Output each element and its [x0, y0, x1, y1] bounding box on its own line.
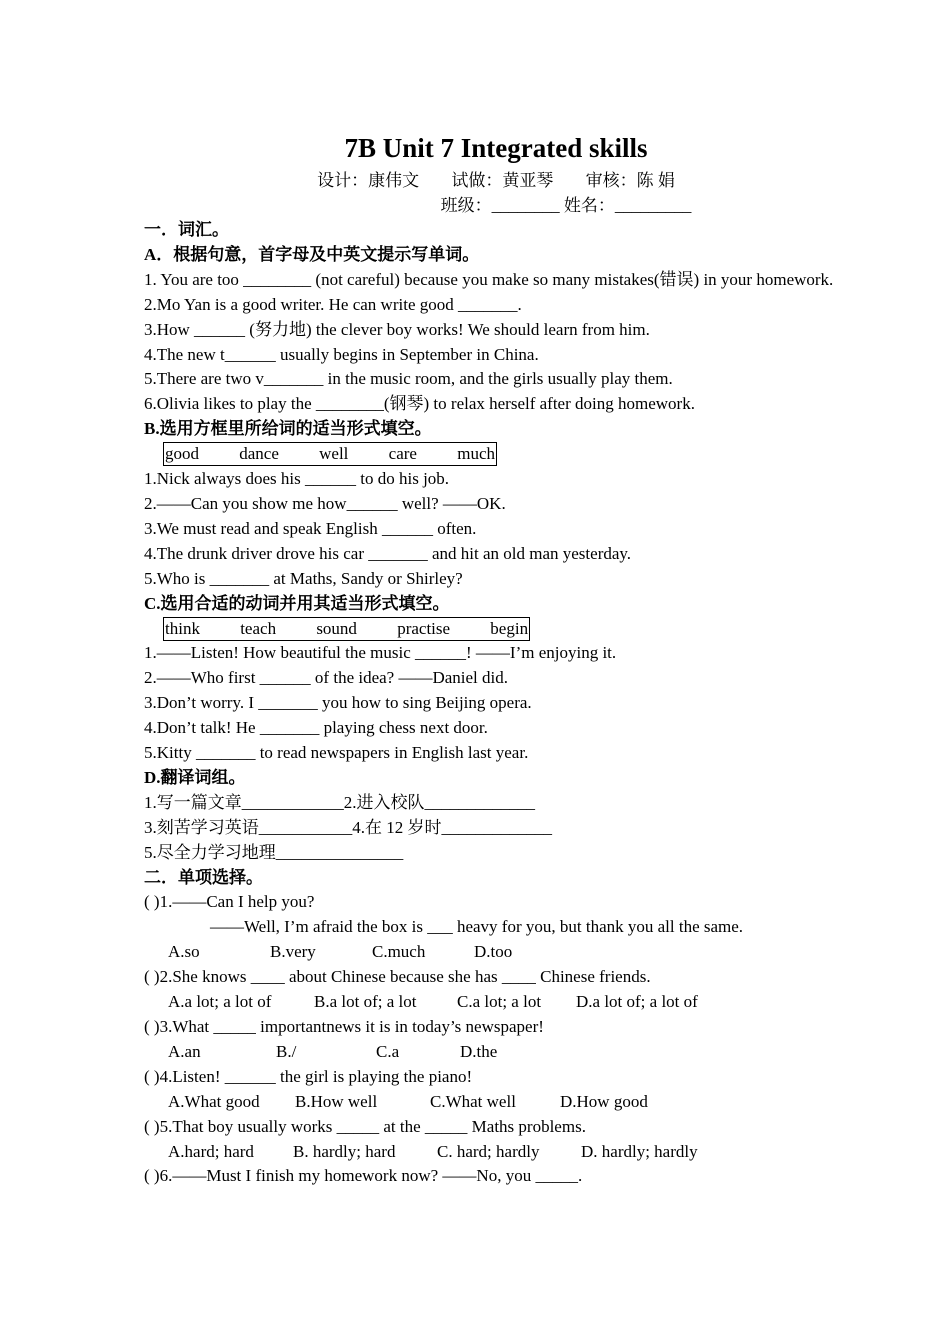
part-a-item: 5.There are two v_______ in the music room, and the girls usually play them.: [144, 369, 673, 389]
part-c-item: 2.——Who first ______ of the idea? ——Daniel did.: [144, 668, 509, 688]
part-b-item: 5.Who is _______ at Maths, Sandy or Shirley?: [144, 568, 463, 588]
option: B.How well: [295, 1091, 378, 1111]
part-d-heading: D.翻译词组。: [144, 767, 246, 787]
credit-design: 设计：康伟文: [317, 171, 420, 190]
part-c-heading: C.选用合适的动词并用其适当形式填空。: [144, 593, 450, 613]
word-box-item: care: [388, 444, 417, 464]
part-c-item: 1.——Listen! How beautiful the music ______! ——I’m enjoying it.: [144, 643, 617, 663]
question-options: [144, 1140, 848, 1165]
part-b-item: 1.Nick always does his ______ to do his job.: [144, 469, 450, 489]
part-d-item: 5.尽全力学习地理_______________: [144, 842, 404, 862]
credit-review: 审核：陈 娟: [585, 171, 675, 190]
option: B.very: [270, 942, 316, 962]
question-options: [144, 1040, 848, 1065]
word-box-item: sound: [316, 618, 357, 638]
option: B./: [276, 1041, 297, 1061]
part-a-heading: A．根据句意，首字母及中英文提示写单词。: [144, 244, 480, 264]
option: A.so: [168, 942, 200, 962]
part-b-heading: B.选用方框里所给词的适当形式填空。: [144, 419, 432, 439]
word-box-item: well: [319, 444, 349, 464]
word-box-item: think: [165, 618, 200, 638]
word-box-item: practise: [397, 618, 451, 638]
question-stem: ( )6.——Must I finish my homework now? ——No, you _____.: [144, 1166, 583, 1186]
part-b-item: 3.We must read and speak English ______ often.: [144, 518, 477, 538]
question-options: [144, 940, 848, 965]
section-multiple-choice-heading: 二．单项选择。: [144, 867, 263, 887]
part-b-item: 4.The drunk driver drove his car _______ and hit an old man yesterday.: [144, 543, 632, 563]
part-a-item: 2.Mo Yan is a good writer. He can write good _______.: [144, 294, 522, 314]
question-stem: ( )4.Listen! ______ the girl is playing the piano!: [144, 1066, 473, 1086]
part-a-item: 3.How ______ (努力地) the clever boy works! We should learn from him.: [144, 319, 650, 339]
worksheet-page: [144, 128, 848, 1189]
option: D.How good: [560, 1091, 648, 1111]
option: A.a lot; a lot of: [168, 992, 272, 1012]
question-options: [144, 990, 848, 1015]
part-c-word-box-row: [144, 617, 848, 642]
option: D.the: [460, 1041, 498, 1061]
class-name-line: 班级：________ 姓名：_________: [440, 196, 692, 215]
option: B.a lot of; a lot: [314, 992, 417, 1012]
credits-line: [144, 168, 848, 193]
part-b-word-box-row: [144, 442, 848, 467]
option: D.too: [474, 942, 513, 962]
option: C. hard; hardly: [437, 1141, 540, 1161]
page-title: 7B Unit 7 Integrated skills: [344, 133, 648, 163]
part-a-item: 1. You are too ________ (not careful) because you make so many mistakes(错误) in your homework.: [144, 269, 834, 289]
option: A.hard; hard: [168, 1141, 254, 1161]
option: A.What good: [168, 1091, 260, 1111]
option: C.a: [376, 1041, 400, 1061]
word-box-item: teach: [240, 618, 277, 638]
question-stem: ( )1.——Can I help you?: [144, 892, 315, 912]
option: D. hardly; hardly: [581, 1141, 698, 1161]
word-box-item: good: [165, 444, 199, 464]
word-box: [163, 617, 530, 641]
part-c-item: 3.Don’t worry. I _______ you how to sing Beijing opera.: [144, 693, 532, 713]
option: C.What well: [430, 1091, 516, 1111]
option: A.an: [168, 1041, 201, 1061]
word-box-item: dance: [239, 444, 279, 464]
part-c-item: 4.Don’t talk! He _______ playing chess next door.: [144, 718, 488, 738]
part-b-item: 2.——Can you show me how______ well? ——OK.: [144, 493, 506, 513]
option: D.a lot of; a lot of: [576, 992, 698, 1012]
credit-trial: 试做：黄亚琴: [451, 171, 554, 190]
section-vocabulary-heading: 一．词汇。: [144, 220, 229, 239]
part-c-item: 5.Kitty _______ to read newspapers in English last year.: [144, 743, 529, 763]
option: C.much: [372, 942, 426, 962]
word-box-item: begin: [490, 618, 529, 638]
question-stem: ( )2.She knows ____ about Chinese because she has ____ Chinese friends.: [144, 967, 651, 987]
question-stem-continued: ——Well, I’m afraid the box is ___ heavy for you, but thank you all the same.: [210, 917, 744, 937]
part-a-item: 4.The new t______ usually begins in September in China.: [144, 344, 539, 364]
part-a-item: 6.Olivia likes to play the ________(钢琴) to relax herself after doing homework.: [144, 394, 695, 414]
word-box: [163, 442, 497, 466]
part-d-item: 1.写一篇文章____________2.进入校队_____________: [144, 792, 535, 812]
part-d-item: 3.刻苦学习英语___________4.在 12 岁时_____________: [144, 817, 552, 837]
question-stem: ( )5.That boy usually works _____ at the _____ Maths problems.: [144, 1116, 586, 1136]
word-box-item: much: [457, 444, 496, 464]
option: C.a lot; a lot: [457, 992, 542, 1012]
option: B. hardly; hard: [293, 1141, 396, 1161]
question-stem: ( )3.What _____ importantnews it is in today’s newspaper!: [144, 1017, 544, 1036]
question-options: [144, 1090, 848, 1115]
